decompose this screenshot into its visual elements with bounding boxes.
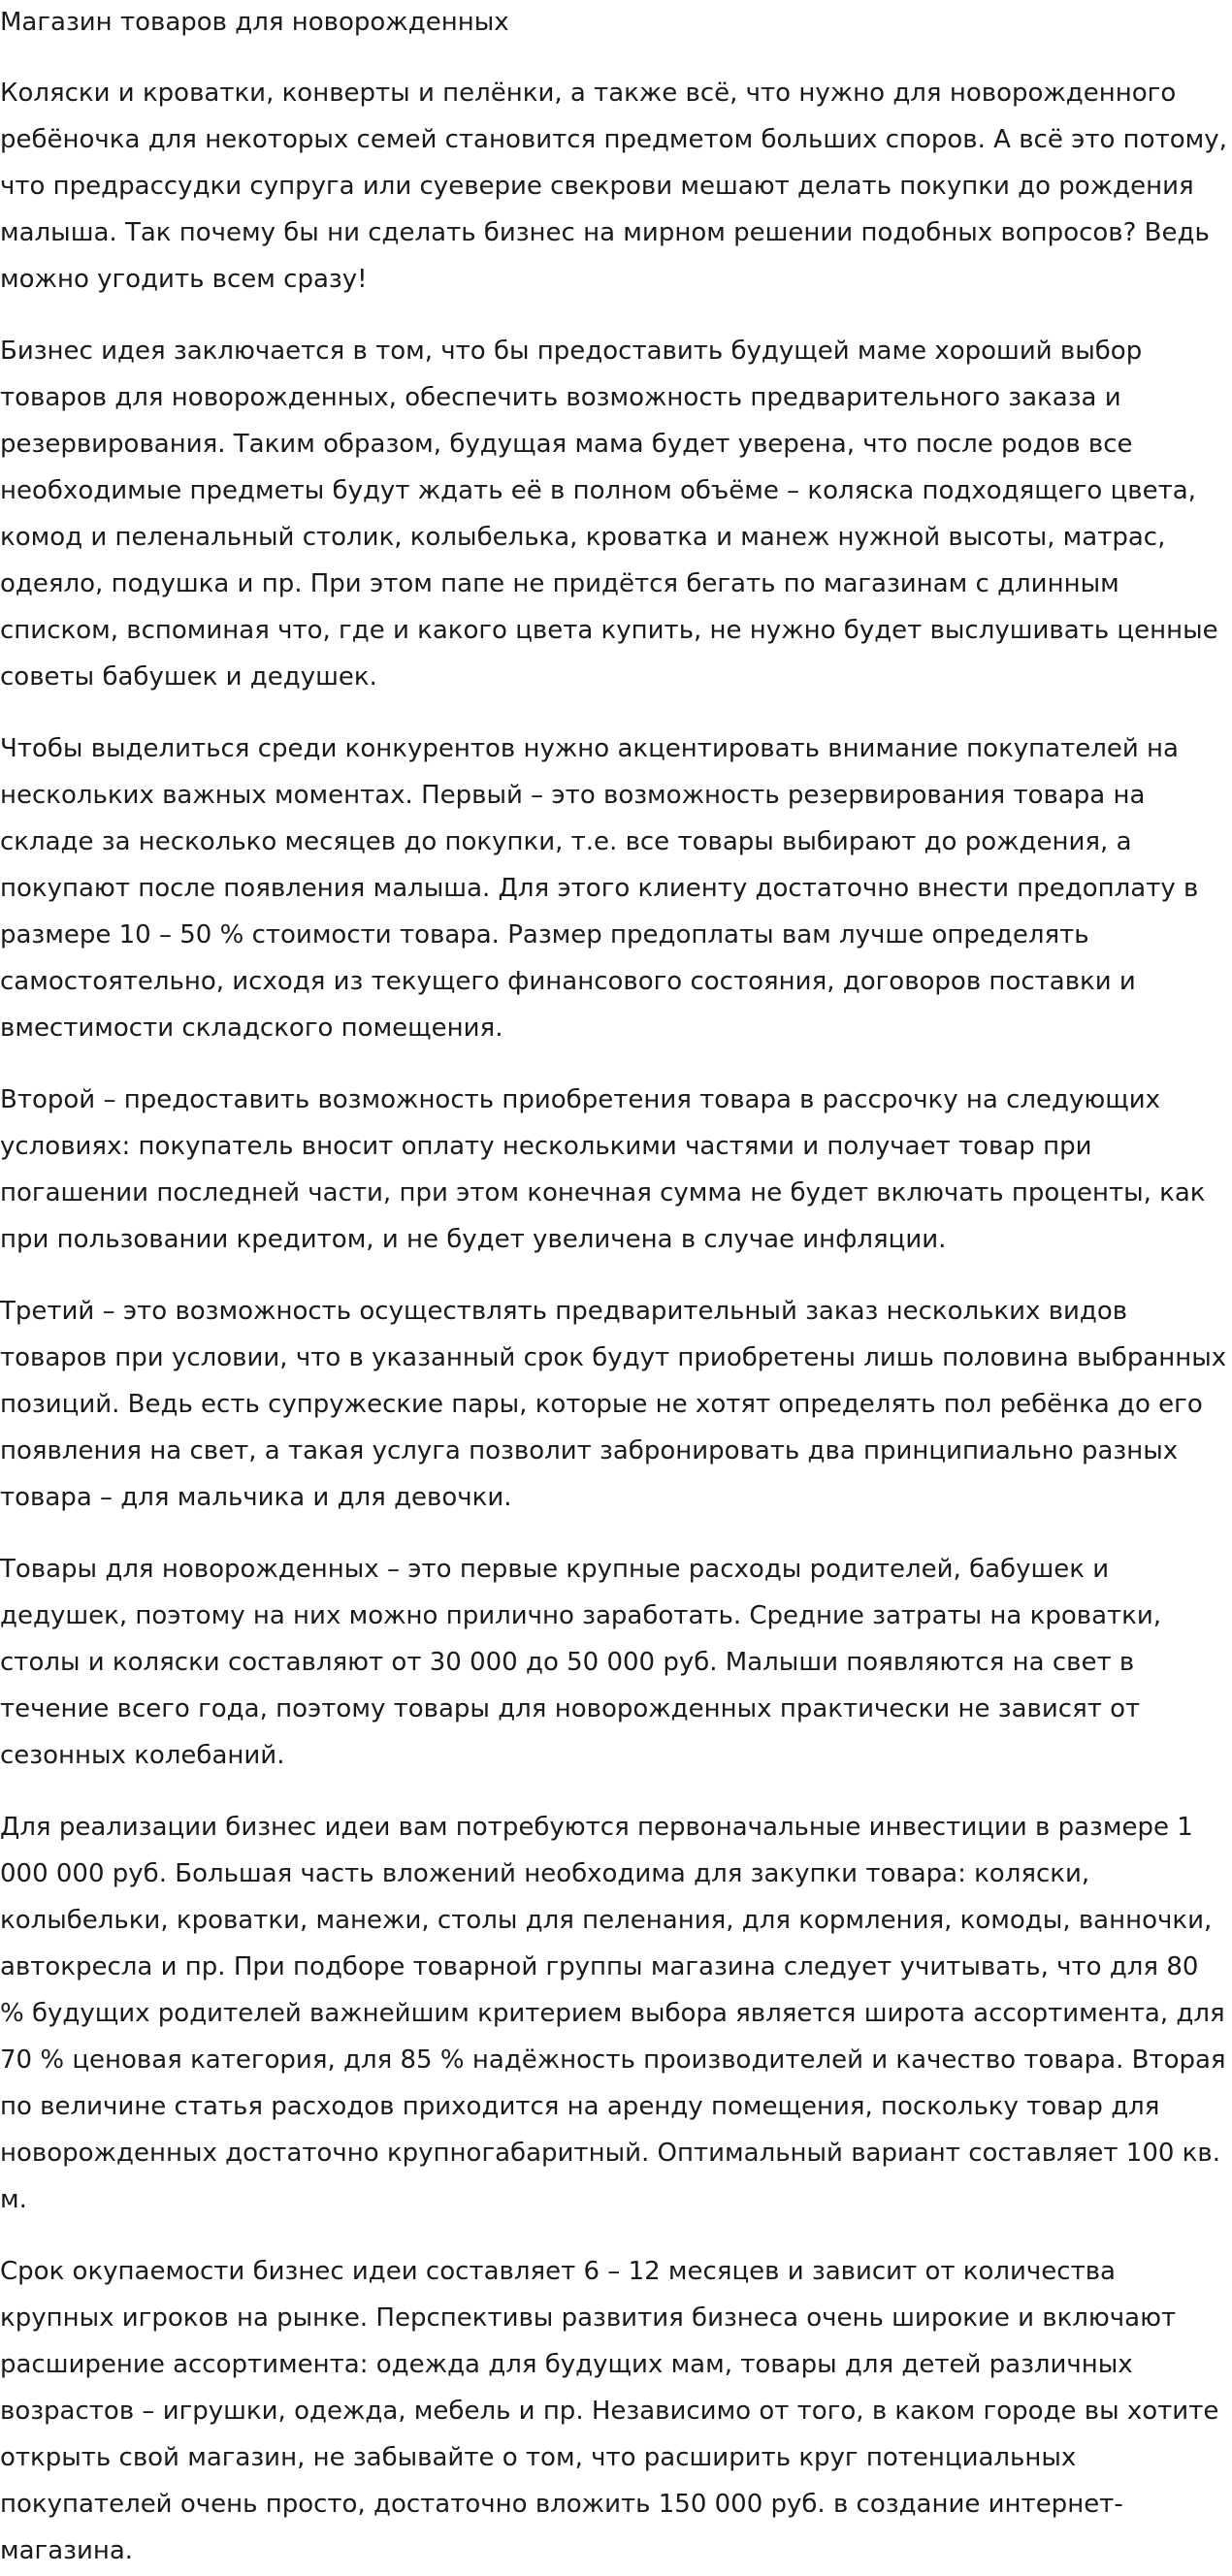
article-paragraph-4: Второй – предоставить возможность приобретения товара в рассрочку на следующих условиях: покупатель вносит оплату несколькими частями и получает товар при погашении последней части, при этом конечная сумма не будет включать проценты, как при пользовании кредитом, и не будет увеличена в случае инфляции. <box>0 1085 1206 1254</box>
article-paragraph-7: Для реализации бизнес идеи вам потребуются первоначальные инвестиции в размере 1 000 000 руб. Большая часть вложений необходима для закупки товара: коляски, колыбельки, кроватки, манежи, столы для пеленания, для кормления, комоды, ванночки, автокресла и пр. При подборе товарной группы магазина следует учитывать, что для 80 % будущих родителей важнейшим критерием выбора является широта ассортимента, для 70 % ценовая категория, для 85 % надёжность производителей и качество товара. Вторая по величине статья расходов приходится на аренду помещения, поскольку товар для новорожденных достаточно крупногабаритный. Оптимальный вариант составляет 100 кв. м. <box>0 1813 1226 2214</box>
article-paragraph-1: Коляски и кроватки, конверты и пелёнки, а также всё, что нужно для новорожденного ребёночка для некоторых семей становится предметом больших споров. А всё это потому, что предрассудки супруга или суеверие свекрови мешают делать покупки до рождения малыша. Так почему бы ни сделать бизнес на мирном решении подобных вопросов? Ведь можно угодить всем сразу! <box>0 79 1227 294</box>
article-paragraph-8: Срок окупаемости бизнес идеи составляет 6 – 12 месяцев и зависит от количества крупных игроков на рынке. Перспективы развития бизнеса очень широкие и включают расширение ассортимента: одежда для будущих мам, товары для детей различных возрастов – игрушки, одежда, мебель и пр. Независимо от того, в каком городе вы хотите открыть свой магазин, не забывайте о том, что расширить круг потенциальных покупателей очень просто, достаточно вложить 150 000 руб. в создание интернет-магазина. <box>0 2257 1219 2565</box>
article-paragraph-6: Товары для новорожденных – это первые крупные расходы родителей, бабушек и дедушек, поэтому на них можно прилично заработать. Средние затраты на кроватки, столы и коляски составляют от 30 000 до 50 000 руб. Малыши появляются на свет в течение всего года, поэтому товары для новорожденных практически не зависят от сезонных колебаний. <box>0 1555 1162 1770</box>
article-paragraph-3: Чтобы выделиться среди конкурентов нужно акцентировать внимание покупателей на нескольких важных моментах. Первый – это возможность резервирования товара на складе за несколько месяцев до покупки, т.е. все товары выбирают до рождения, а покупают после появления малыша. Для этого клиенту достаточно внести предоплату в размере 10 – 50 % стоимости товара. Размер предоплаты вам лучше определять самостоятельно, исходя из текущего финансового состояния, договоров поставки и вместимости складского помещения. <box>0 734 1199 1043</box>
article-paragraph-2: Бизнес идея заключается в том, что бы предоставить будущей маме хороший выбор товаров для новорожденных, обеспечить возможность предварительного заказа и резервирования. Таким образом, будущая мама будет уверена, что после родов все необходимые предметы будут ждать её в полном объёме – коляска подходящего цвета, комод и пеленальный столик, колыбелька, кроватка и манеж нужной высоты, матрас, одеяло, подушка и пр. При этом папе не придётся бегать по магазинам с длинным списком, вспоминая что, где и какого цвета купить, не нужно будет выслушивать ценные советы бабушек и дедушек. <box>0 337 1218 692</box>
article-title: Магазин товаров для новорожденных <box>0 8 509 37</box>
article-paragraph-5: Третий – это возможность осуществлять предварительный заказ нескольких видов товаров при условии, что в указанный срок будут приобретены лишь половина выбранных позиций. Ведь есть супружеские пары, которые не хотят определять пол ребёнка до его появления на свет, а такая услуга позволит забронировать два принципиально разных товара – для мальчика и для девочки. <box>0 1297 1227 1512</box>
